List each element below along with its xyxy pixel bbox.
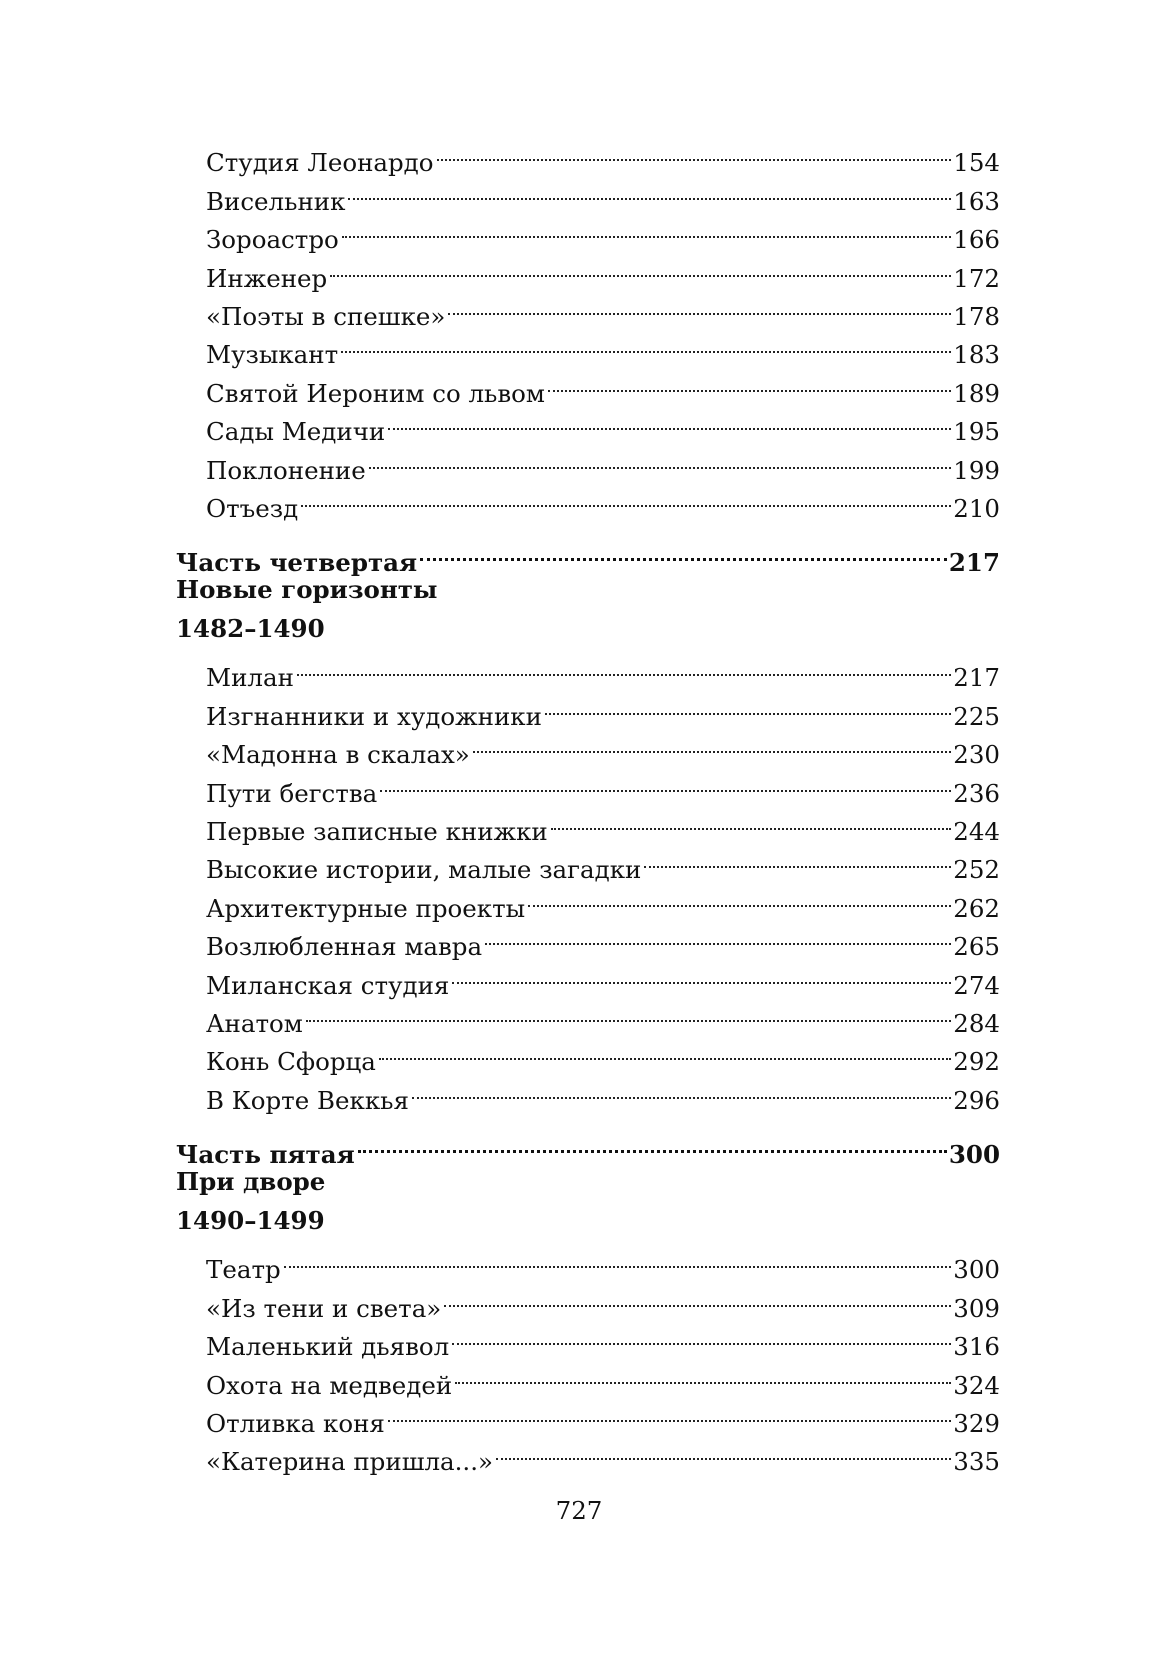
dot-leader xyxy=(369,440,952,478)
dot-leader xyxy=(284,1240,952,1278)
toc-entry-title: Конь Сфорца xyxy=(206,1047,376,1077)
toc-entry-page: 296 xyxy=(953,1085,1000,1115)
part-subtitle: При дворе xyxy=(176,1167,326,1197)
toc-entry-title: Первые записные книжки xyxy=(206,817,548,847)
toc-entry-page: 189 xyxy=(953,378,1000,408)
toc-entry-title: «Мадонна в скалах» xyxy=(206,740,470,770)
toc-part-entry xyxy=(176,533,1000,578)
dot-leader xyxy=(448,287,951,325)
toc-entry xyxy=(176,648,1000,693)
toc-entry-title: Святой Иероним со львом xyxy=(206,378,545,408)
toc-entry-page: 154 xyxy=(953,148,1000,178)
toc-part-entry xyxy=(176,1125,1000,1170)
dot-leader xyxy=(348,171,951,209)
dot-leader xyxy=(455,1355,951,1393)
toc-entry-page: 262 xyxy=(953,893,1000,923)
dot-leader xyxy=(548,363,951,401)
dot-leader xyxy=(358,1125,947,1163)
dot-leader xyxy=(551,802,951,840)
dot-leader xyxy=(644,840,951,878)
toc-entry-page: 225 xyxy=(953,701,1000,731)
toc-entry-title: Пути бегства xyxy=(206,778,378,808)
toc-entry-title: Маленький дьявол xyxy=(206,1332,450,1362)
toc-entry-title: Архитектурные проекты xyxy=(206,893,526,923)
toc-entry-title: Охота на медведей xyxy=(206,1370,453,1400)
toc-entry-title: Отъезд xyxy=(206,493,299,523)
toc-entry-page: 195 xyxy=(953,417,1000,447)
toc-entry-title: Театр xyxy=(206,1255,281,1285)
dot-leader xyxy=(388,402,951,440)
dot-leader xyxy=(528,878,951,916)
dot-leader xyxy=(330,248,951,286)
toc-entry-page: 236 xyxy=(953,778,1000,808)
toc-entry xyxy=(176,1278,1000,1323)
dot-leader xyxy=(379,1032,951,1070)
dot-leader xyxy=(485,917,951,955)
toc-entry-title: «Из тени и света» xyxy=(206,1293,442,1323)
toc-entry-page: 244 xyxy=(953,817,1000,847)
dot-leader xyxy=(473,725,951,763)
dot-leader xyxy=(412,1070,951,1108)
part-page: 217 xyxy=(948,548,1000,578)
toc-entry-page: 163 xyxy=(953,186,1000,216)
toc-entry-title: Музыкант xyxy=(206,340,339,370)
toc-entry-title: Студия Леонардо xyxy=(206,148,434,178)
dot-leader xyxy=(496,1432,951,1470)
toc-entry-page: 217 xyxy=(953,663,1000,693)
dot-leader xyxy=(452,955,951,993)
toc-entry-page: 166 xyxy=(953,225,1000,255)
toc-entry-title: Сады Медичи xyxy=(206,417,386,447)
dot-leader xyxy=(437,133,952,171)
dot-leader xyxy=(380,763,951,801)
table-of-contents xyxy=(176,133,1000,1477)
part-page: 300 xyxy=(948,1140,1000,1170)
toc-entry-title: «Поэты в спешке» xyxy=(206,301,446,331)
toc-entry-page: 230 xyxy=(953,740,1000,770)
toc-entry-page: 199 xyxy=(953,455,1000,485)
dot-leader xyxy=(341,325,951,363)
dot-leader xyxy=(297,648,951,686)
toc-entry-page: 329 xyxy=(953,1408,1000,1438)
toc-entry-page: 335 xyxy=(953,1447,1000,1477)
toc-entry-page: 178 xyxy=(953,301,1000,331)
toc-entry-title: В Корте Веккья xyxy=(206,1085,409,1115)
dot-leader xyxy=(444,1278,951,1316)
part-years: 1490–1499 xyxy=(176,1205,325,1235)
toc-entry-page: 210 xyxy=(953,493,1000,523)
toc-entry-page: 172 xyxy=(953,263,1000,293)
toc-entry-page: 316 xyxy=(953,1332,1000,1362)
dot-leader xyxy=(306,994,951,1032)
toc-entry-title: Отливка коня xyxy=(206,1408,385,1438)
toc-entry-page: 274 xyxy=(953,970,1000,1000)
part-subtitle: Новые горизонты xyxy=(176,575,438,605)
part-title: Часть четвертая xyxy=(176,548,418,578)
dot-leader xyxy=(388,1394,951,1432)
toc-entry-page: 284 xyxy=(953,1008,1000,1038)
toc-entry-title: «Катерина пришла...» xyxy=(206,1447,493,1477)
toc-entry-page: 324 xyxy=(953,1370,1000,1400)
part-title: Часть пятая xyxy=(176,1140,355,1170)
toc-entry-title: Возлюбленная мавра xyxy=(206,932,483,962)
toc-entry-title: Анатом xyxy=(206,1008,303,1038)
dot-leader xyxy=(301,479,951,517)
toc-entry-title: Висельник xyxy=(206,186,346,216)
toc-entry-title: Милан xyxy=(206,663,294,693)
part-years: 1482–1490 xyxy=(176,613,325,643)
toc-entry-page: 309 xyxy=(953,1293,1000,1323)
toc-entry-title: Миланская студия xyxy=(206,970,450,1000)
dot-leader xyxy=(545,686,951,724)
toc-entry-page: 183 xyxy=(953,340,1000,370)
dot-leader xyxy=(420,533,947,571)
toc-entry-title: Инженер xyxy=(206,263,328,293)
toc-entry-page: 292 xyxy=(953,1047,1000,1077)
toc-entry xyxy=(176,686,1000,731)
dot-leader xyxy=(342,210,951,248)
toc-entry-page: 265 xyxy=(953,932,1000,962)
toc-entry-title: Изгнанники и художники xyxy=(206,701,542,731)
toc-entry-title: Поклонение xyxy=(206,455,366,485)
dot-leader xyxy=(452,1317,951,1355)
page-number: 727 xyxy=(555,1496,603,1525)
toc-entry xyxy=(176,1240,1000,1285)
toc-entry xyxy=(176,133,1000,178)
toc-entry-page: 252 xyxy=(953,855,1000,885)
toc-entry-title: Высокие истории, малые загадки xyxy=(206,855,642,885)
toc-entry-title: Зороастро xyxy=(206,225,339,255)
toc-entry-page: 300 xyxy=(953,1255,1000,1285)
